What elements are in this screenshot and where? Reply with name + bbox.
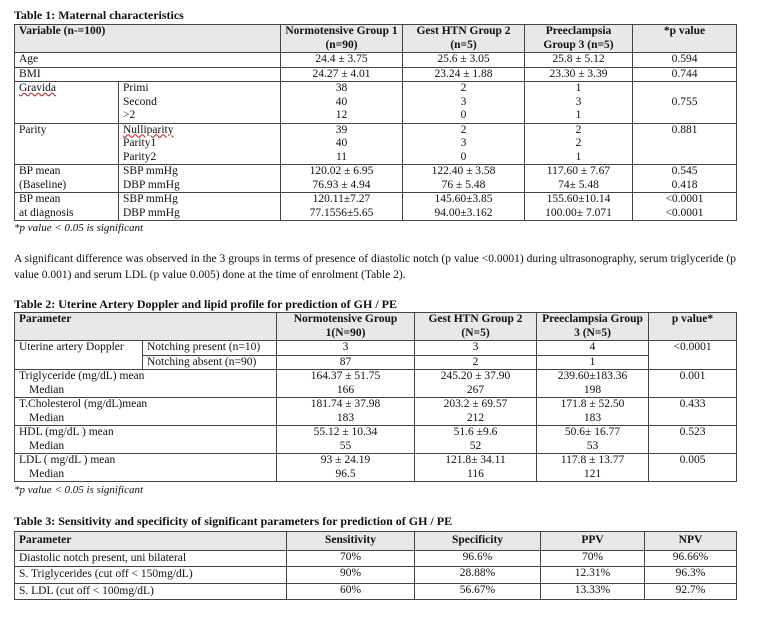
cell: 0.433 [649,398,737,426]
row-label-bmi: BMI [15,67,281,82]
table1-header-pvalue: *p value [633,25,737,53]
cell: 76.93 ± 4.94 [281,179,403,193]
cell: 96.6% [415,550,541,567]
cell: Median [15,412,277,426]
table-row [15,567,737,584]
table1-caption: Table 1: Maternal characteristics [14,8,184,22]
cell: 1 [537,355,649,370]
table-row [15,193,737,207]
cell: 87 [277,355,415,370]
cell: 100.00± 7.071 [525,207,633,221]
cell: 120.11±7.27 [281,193,403,207]
cell: 0.744 [633,67,737,82]
table-row [15,151,737,165]
table-row [15,96,737,110]
cell: 23.30 ± 3.39 [525,67,633,82]
cell: DBP mmHg [119,179,281,193]
cell: 70% [541,550,645,567]
table1-header-row [15,25,737,53]
cell: 90% [287,567,415,584]
cell: 181.74 ± 37.98 [277,398,415,412]
cell [119,123,281,137]
cell: 116 [415,468,537,482]
nulliparity-label: Nulliparity [123,123,174,136]
cell: 93 ± 24.19 [277,454,415,468]
table-row [15,109,737,123]
cell: Second [119,96,281,110]
cell: 77.1556±5.65 [281,207,403,221]
cell: 0 [403,151,525,165]
cell: 183 [537,412,649,426]
cell: 0.001 [649,370,737,398]
cell: 3 [277,341,415,356]
cell: 0.755 [633,82,737,124]
table2-header-row [15,313,737,341]
table3-header-parameter: Parameter [15,532,287,551]
table2 [14,312,737,482]
cell: 145.60±3.85 [403,193,525,207]
cell: 121 [537,468,649,482]
cell: 11 [281,151,403,165]
table3 [14,531,737,600]
table-row [15,53,737,68]
cell: 183 [277,412,415,426]
table1-header-group2: Gest HTN Group 2 (n=5) [403,25,525,53]
row-label-doppler: Uterine artery Doppler [15,341,143,370]
cell: 0.594 [633,53,737,68]
table3-header-row [15,532,737,551]
cell: 212 [415,412,537,426]
cell: 96.3% [645,567,737,584]
cell: <0.0001 [633,193,737,207]
cell: 0.881 [633,123,737,165]
table1-header-group3: Preeclampsia Group 3 (n=5) [525,25,633,53]
cell: 203.2 ± 69.57 [415,398,537,412]
cell: 0.418 [633,179,737,193]
cell: <0.0001 [633,207,737,221]
cell: Median [15,468,277,482]
table2-header-group2: Gest HTN Group 2 (N=5) [415,313,537,341]
cell: 96.66% [645,550,737,567]
cell: 245.20 ± 37.90 [415,370,537,384]
cell: Diastolic notch present, uni bilateral [15,550,287,567]
cell: 117.8 ± 13.77 [537,454,649,468]
cell: 0 [403,109,525,123]
cell: 53 [537,440,649,454]
cell: 25.8 ± 5.12 [525,53,633,68]
cell: 3 [403,96,525,110]
cell: 39 [281,123,403,137]
table-row [15,123,737,137]
cell: Median [15,384,277,398]
table2-header-group1: Normotensive Group 1(N=90) [277,313,415,341]
row-label-age: Age [15,53,281,68]
cell: 12.31% [541,567,645,584]
cell: 55.12 ± 10.34 [277,426,415,440]
table-row [15,165,737,179]
table-row [15,384,737,398]
row-label-cholesterol: T.Cholesterol (mg/dL)mean [15,398,277,412]
cell: 2 [403,82,525,96]
cell: >2 [119,109,281,123]
row-label-triglyceride: Triglyceride (mg/dL) mean [15,370,277,384]
cell: 155.60±10.14 [525,193,633,207]
table-row [15,468,737,482]
cell: Notching absent (n=90) [143,355,277,370]
cell: 40 [281,96,403,110]
row-label-bp-diagnosis: BP mean [15,193,119,207]
cell: 2 [403,123,525,137]
table-row [15,370,737,384]
cell: 96.5 [277,468,415,482]
cell: Notching present (n=10) [143,341,277,356]
cell: 171.8 ± 52.50 [537,398,649,412]
cell: 3 [525,96,633,110]
cell: 164.37 ± 51.75 [277,370,415,384]
table2-caption: Table 2: Uterine Artery Doppler and lipid profile for prediction of GH / PE [14,297,397,311]
cell: 239.60±183.36 [537,370,649,384]
cell: 198 [537,384,649,398]
cell: 1 [525,151,633,165]
cell: 4 [537,341,649,356]
cell: 74± 5.48 [525,179,633,193]
cell: SBP mmHg [119,193,281,207]
cell: 0.523 [649,426,737,454]
row-label-gravida [15,82,119,124]
cell: Primi [119,82,281,96]
cell: 1 [525,82,633,96]
cell: 121.8± 34.11 [415,454,537,468]
cell: <0.0001 [649,341,737,370]
cell: 50.6± 16.77 [537,426,649,440]
table-row [15,440,737,454]
table3-header-npv: NPV [645,532,737,551]
cell: 94.00±3.162 [403,207,525,221]
cell: 166 [277,384,415,398]
table-row [15,583,737,600]
row-label-parity: Parity [15,123,119,165]
table2-note: *p value < 0.05 is significant [14,484,144,496]
table-row [15,179,737,193]
cell: S. LDL (cut off < 100mg/dL) [15,583,287,600]
cell: 24.27 ± 4.01 [281,67,403,82]
cell: 117.60 ± 7.67 [525,165,633,179]
row-label-bp-baseline: BP mean [15,165,119,179]
cell: 92.7% [645,583,737,600]
table-row [15,82,737,96]
cell: 23.24 ± 1.88 [403,67,525,82]
table-row [15,454,737,468]
table1-note: *p value < 0.05 is significant [14,222,144,234]
cell: 51.6 ±9.6 [415,426,537,440]
cell: SBP mmHg [119,165,281,179]
table1-header-group1: Normotensive Group 1 (n=90) [281,25,403,53]
cell: 28.88% [415,567,541,584]
body-paragraph: A significant difference was observed in the 3 groups in terms of presence of diastolic notch (p value <0.0001) during ultrasonography, serum triglyceride (p value 0.001) and serum LDL (p value 0.005) done at the time of enrolment (Table 2). [14,253,736,281]
cell: Parity1 [119,137,281,151]
cell: 52 [415,440,537,454]
gravida-label: Gravida [19,82,57,94]
cell: 0.005 [649,454,737,482]
table1-header-variable: Variable (n-=100) [15,25,281,53]
cell: 56.67% [415,583,541,600]
table-row [15,341,737,356]
cell: 12 [281,109,403,123]
cell: 25.6 ± 3.05 [403,53,525,68]
cell: 3 [403,137,525,151]
cell: (Baseline) [15,179,119,193]
cell: 267 [415,384,537,398]
table-row [15,207,737,221]
table-row [15,550,737,567]
cell: 55 [277,440,415,454]
cell: 24.4 ± 3.75 [281,53,403,68]
cell: 122.40 ± 3.58 [403,165,525,179]
cell: 2 [525,137,633,151]
cell: 38 [281,82,403,96]
cell: at diagnosis [15,207,119,221]
table-row [15,426,737,440]
table3-caption: Table 3: Sensitivity and specificity of significant parameters for prediction of GH / PE [14,514,453,528]
table-row [15,412,737,426]
cell: 70% [287,550,415,567]
row-label-ldl: LDL ( mg/dL ) mean [15,454,277,468]
table3-header-specificity: Specificity [415,532,541,551]
table-row [15,137,737,151]
cell: 3 [415,341,537,356]
cell: Median [15,440,277,454]
table2-header-pvalue: p value* [649,313,737,341]
table-row [15,398,737,412]
cell: 40 [281,137,403,151]
table3-header-sensitivity: Sensitivity [287,532,415,551]
cell: 2 [525,123,633,137]
table2-header-group3: Preeclampsia Group 3 (N=5) [537,313,649,341]
table3-header-ppv: PPV [541,532,645,551]
cell: 120.02 ± 6.95 [281,165,403,179]
cell: 60% [287,583,415,600]
cell: S. Triglycerides (cut off < 150mg/dL) [15,567,287,584]
cell: DBP mmHg [119,207,281,221]
cell: 76 ± 5.48 [403,179,525,193]
table2-header-parameter: Parameter [15,313,277,341]
cell: 13.33% [541,583,645,600]
table1 [14,24,737,221]
cell: 0.545 [633,165,737,179]
cell: 1 [525,109,633,123]
cell: Parity2 [119,151,281,165]
cell: 2 [415,355,537,370]
row-label-hdl: HDL (mg/dL ) mean [15,426,277,440]
table-row [15,67,737,82]
